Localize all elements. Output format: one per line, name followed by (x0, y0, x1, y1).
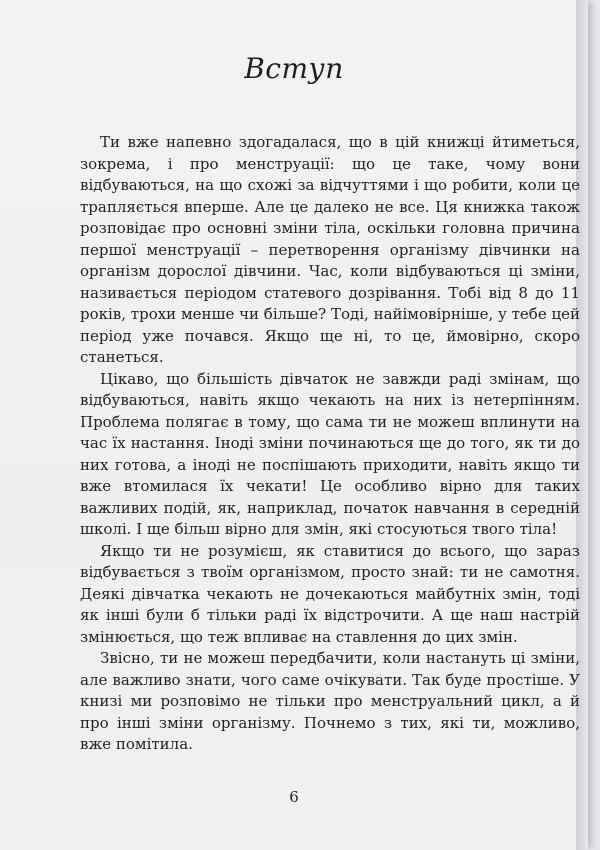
paragraph-3: Якщо ти не розумієш, як ставитися до всього, що зараз відбувається з твоїм організмом, просто знай: ти не самотня. Деякі дівчатка чекають не дочекаються майбутніх змін, тоді як інші були б тільки раді їх відстрочити. А ще наш настрій змінюється, що теж впливає на ставлення до цих змін. (80, 541, 580, 646)
paragraph-1: Ти вже напевно здогадалася, що в цій книжці йтиметься, зокрема, і про менструації: що це таке, чому вони відбуваються, на що схожі за відчуттями і що робити, коли це трапляється вперше. Але це далеко не все. Ця книжка також розповідає про основні зміни тіла, оскільки головна причина першої менструації – перетворення організму дівчинки на організм дорослої дівчини. Час, коли відбуваються ці зміни, називається періодом статевого дозрівання. Тобі від 8 до 11 років, трохи менше чи більше? Тоді, найімовірніше, у тебе цей період уже почався. Якщо ще ні, то це, ймовірно, скоро станеться. (80, 133, 580, 366)
chapter-title: Вступ (244, 52, 344, 85)
paragraph-4: Звісно, ти не можеш передбачити, коли настануть ці зміни, але важливо знати, чого саме очікувати. Так буде простіше. У книзі ми розповімо не тільки про менструальний цикл, а й про інші зміни організму. Почнемо з тих, які ти, можливо, вже помітила. (80, 649, 580, 753)
chapter-body (80, 132, 580, 756)
paragraph-2: Цікаво, що більшість дівчаток не завжди раді змінам, що відбуваються, навіть якщо чекають на них із нетерпінням. Проблема полягає в тому, що сама ти не можеш вплинути на час їх настання. Іноді зміни починаються ще до того, як ти до них готова, а іноді не поспішають приходити, навіть якщо ти вже втомилася їх чекати! Це особливо вірно для таких важливих подій, як, наприклад, початок навчання в середній школі. І ще більш вірно для змін, які стосуються твого тіла! (80, 369, 580, 538)
page-number: 6 (289, 788, 299, 806)
